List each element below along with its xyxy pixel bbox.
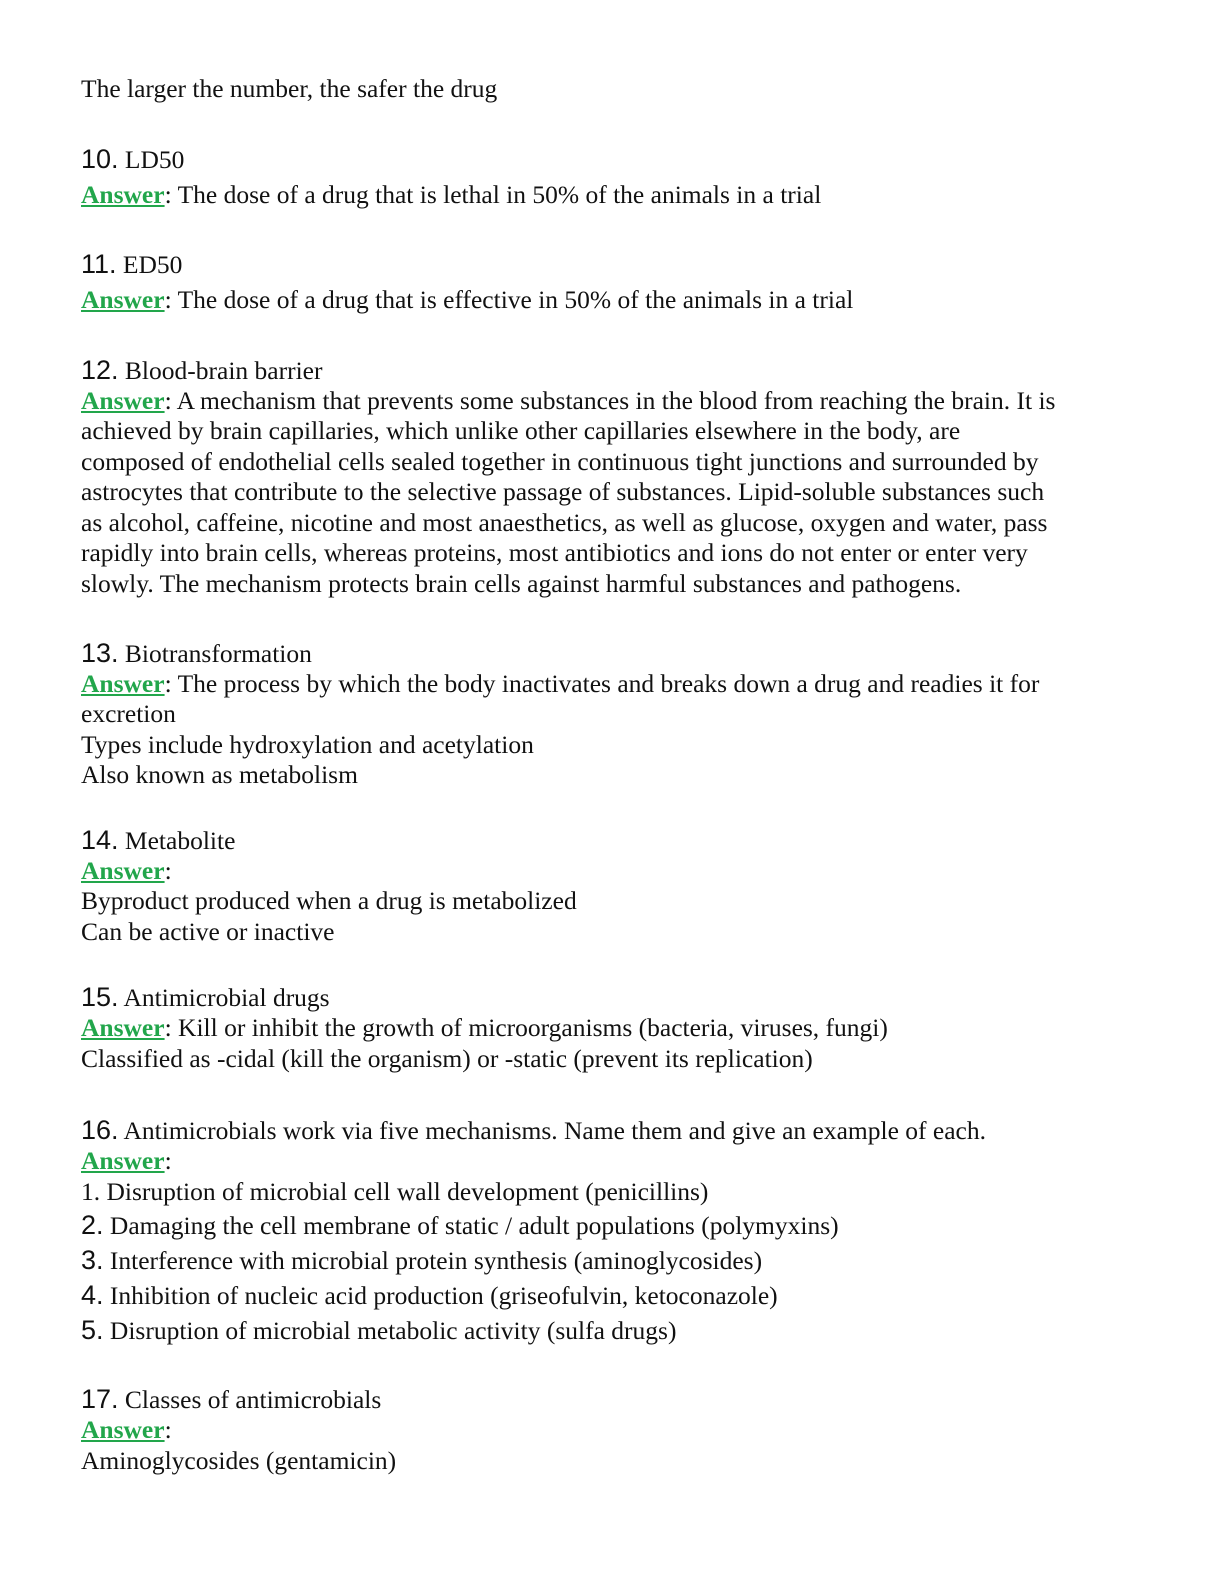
answer-17-label [81,1415,172,1446]
answer-12-line-2: achieved by brain capillaries, which unlike other capillaries elsewhere in the body, are [81,416,961,445]
answer-12-line-7: slowly. The mechanism protects brain cells against harmful substances and pathogens. [81,569,962,598]
answer-label: Answer [81,285,165,314]
question-11 [81,249,182,281]
item-number: 1. [81,1177,101,1206]
answer-text: : The dose of a drug that is effective in 50% of the animals in a trial [164,285,854,314]
question-title: Antimicrobial drugs [123,983,330,1012]
answer-suffix: : [164,856,172,885]
question-12 [81,355,322,387]
question-title: Metabolite [124,826,236,855]
question-10 [81,144,184,176]
question-title: Blood-brain barrier [124,356,323,385]
answer-suffix: : [164,1415,172,1444]
question-number: 17. [81,1384,119,1414]
item-text: Inhibition of nucleic acid production (griseofulvin, ketoconazole) [103,1281,778,1310]
question-title: LD50 [124,145,185,174]
mechanism-item-5 [81,1315,676,1347]
answer-label: Answer [81,1146,165,1175]
question-13 [81,638,312,670]
question-number: 15. [81,982,119,1012]
question-number: 10. [81,144,119,174]
answer-12-line-6: rapidly into brain cells, whereas proteins, most antibiotics and ions do not enter or enter very [81,538,1028,567]
item-number: 2. [81,1210,104,1240]
answer-text: : A mechanism that prevents some substances in the blood from reaching the brain. It is [164,386,1056,415]
question-number: 16. [81,1115,119,1145]
question-title: Antimicrobials work via five mechanisms. Name them and give an example of each. [123,1116,986,1145]
question-15 [81,982,330,1014]
answer-16-label [81,1146,172,1177]
answer-12-line-5: as alcohol, caffeine, nicotine and most anaesthetics, as well as glucose, oxygen and water, pass [81,508,1048,537]
answer-17-line-1: Aminoglycosides (gentamicin) [81,1446,397,1475]
question-number: 11. [81,249,117,279]
answer-15-line-2: Classified as -cidal (kill the organism) or -static (prevent its replication) [81,1044,813,1073]
item-text: Damaging the cell membrane of static / adult populations (polymyxins) [103,1211,839,1240]
answer-text: : The dose of a drug that is lethal in 50% of the animals in a trial [164,180,822,209]
question-title: ED50 [122,250,183,279]
answer-11 [81,285,853,316]
answer-13-line-4: Also known as metabolism [81,760,358,789]
answer-14-line-2: Can be active or inactive [81,917,335,946]
mechanism-item-3 [81,1245,762,1277]
item-text: Disruption of microbial metabolic activity (sulfa drugs) [103,1316,677,1345]
answer-label: Answer [81,856,165,885]
answer-12-line-3: composed of endothelial cells sealed together in continuous tight junctions and surrounded by [81,447,1039,476]
answer-15-line-1 [81,1013,888,1044]
question-14 [81,825,235,857]
answer-12-line-1 [81,386,1055,417]
answer-13-line-3: Types include hydroxylation and acetylation [81,730,534,759]
answer-14-label [81,856,172,887]
question-17 [81,1384,381,1416]
answer-14-line-1: Byproduct produced when a drug is metabolized [81,886,577,915]
question-title: Classes of antimicrobials [124,1385,382,1414]
answer-suffix: : [164,1146,172,1175]
intro-text: The larger the number, the safer the drug [81,74,498,103]
question-number: 12. [81,355,119,385]
item-text: Disruption of microbial cell wall development (penicillins) [100,1177,709,1206]
item-number: 4. [81,1280,104,1310]
item-number: 5. [81,1315,104,1345]
answer-13-line-1 [81,669,1039,700]
answer-12-line-4: astrocytes that contribute to the selective passage of substances. Lipid-soluble substances such [81,477,1045,506]
answer-label: Answer [81,1013,165,1042]
item-number: 3. [81,1245,104,1275]
answer-text: : The process by which the body inactivates and breaks down a drug and readies it for [164,669,1040,698]
answer-text: : Kill or inhibit the growth of microorganisms (bacteria, viruses, fungi) [164,1013,888,1042]
question-16 [81,1115,986,1147]
answer-13-line-2: excretion [81,699,176,728]
answer-label: Answer [81,180,165,209]
answer-10 [81,180,821,211]
question-title: Biotransformation [124,639,312,668]
question-number: 13. [81,638,119,668]
question-number: 14. [81,825,119,855]
answer-label: Answer [81,386,165,415]
answer-label: Answer [81,669,165,698]
mechanism-item-4 [81,1280,778,1312]
answer-label: Answer [81,1415,165,1444]
mechanism-item-2 [81,1210,839,1242]
item-text: Interference with microbial protein synthesis (aminoglycosides) [103,1246,763,1275]
mechanism-item-1 [81,1177,708,1208]
